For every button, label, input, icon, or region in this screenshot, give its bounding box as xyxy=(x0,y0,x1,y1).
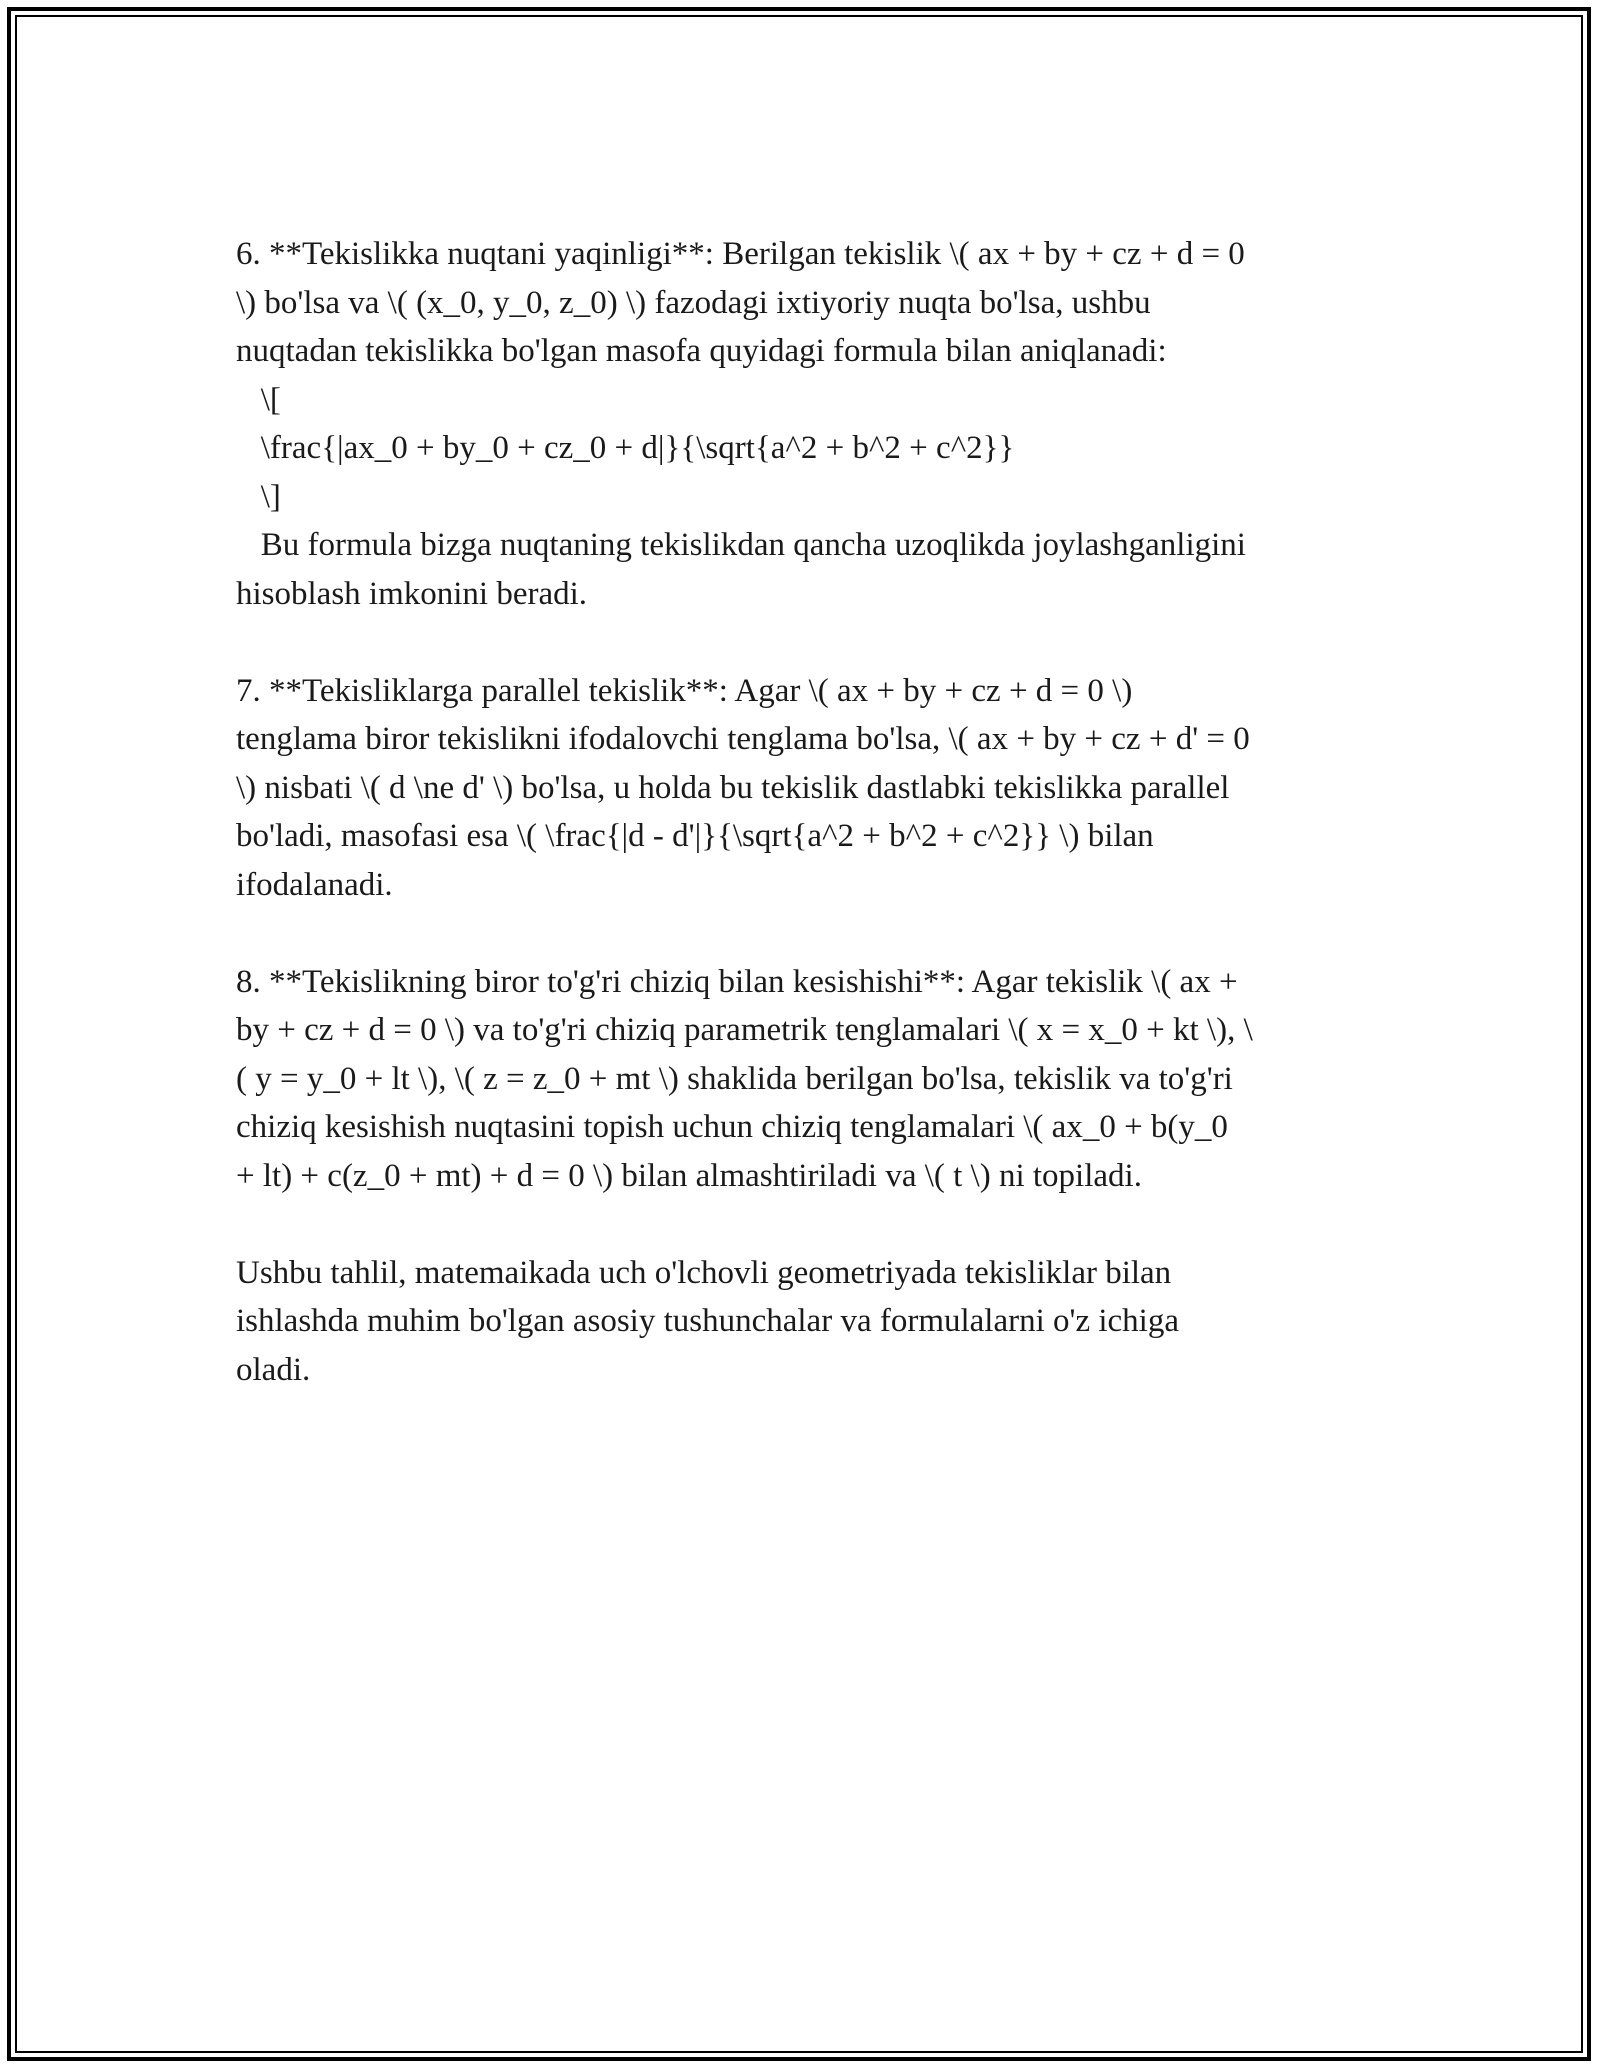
text-line: Bu formula bizga nuqtaning tekislikdan qancha uzoqlikda joylashganligini xyxy=(236,527,1246,563)
item-6-point-to-plane-distance xyxy=(236,230,1366,618)
text-line: ishlashda muhim bo'lgan asosiy tushunchalar va formulalarni o'z ichiga xyxy=(236,1303,1179,1339)
text-line: ( y = y_0 + lt \), \( z = z_0 + mt \) shaklida berilgan bo'lsa, tekislik va to'g'ri xyxy=(236,1060,1233,1097)
formula-open-line: \[ xyxy=(236,381,281,418)
text-line: bo'ladi, masofasi esa \( \frac{|d - d'|}{\sqrt{a^2 + b^2 + c^2}} \) bilan xyxy=(236,818,1154,854)
paragraph-gap xyxy=(236,909,1366,958)
formula-line: \frac{|ax_0 + by_0 + cz_0 + d|}{\sqrt{a^2 + b^2 + c^2}} xyxy=(236,430,1015,466)
text-line: ifodalanadi. xyxy=(236,866,393,903)
text-line: by + cz + d = 0 \) va to'g'ri chiziq parametrik tenglamalari \( x = x_0 + kt \), \ xyxy=(236,1012,1253,1048)
paragraph-gap xyxy=(236,1200,1366,1249)
text-line: 6. **Tekislikka nuqtani yaqinligi**: Berilgan tekislik \( ax + by + cz + d = 0 xyxy=(236,236,1245,272)
text-line: \) nisbati \( d \ne d' \) bo'lsa, u holda bu tekislik dastlabki tekislikka parallel xyxy=(236,769,1230,806)
document-body xyxy=(236,230,1366,1394)
text-line: \) bo'lsa va \( (x_0, y_0, z_0) \) fazodagi ixtiyoriy nuqta bo'lsa, ushbu xyxy=(236,284,1151,321)
text-line: + lt) + c(z_0 + mt) + d = 0 \) bilan almashtiriladi va \( t \) ni topiladi. xyxy=(236,1157,1142,1194)
paragraph-gap xyxy=(236,618,1366,667)
summary-paragraph xyxy=(236,1249,1366,1395)
text-line: chiziq kesishish nuqtasini topish uchun chiziq tenglamalari \( ax_0 + b(y_0 xyxy=(236,1109,1228,1145)
item-7-parallel-plane xyxy=(236,667,1366,910)
text-line: hisoblash imkonini beradi. xyxy=(236,575,588,612)
text-line: Ushbu tahlil, matemaikada uch o'lchovli geometriyada tekisliklar bilan xyxy=(236,1254,1172,1291)
item-8-plane-line-intersection xyxy=(236,958,1366,1201)
text-line: nuqtadan tekislikka bo'lgan masofa quyidagi formula bilan aniqlanadi: xyxy=(236,333,1167,369)
text-line: 8. **Tekislikning biror to'g'ri chiziq bilan kesishishi**: Agar tekislik \( ax + xyxy=(236,963,1238,1000)
text-line: oladi. xyxy=(236,1351,311,1388)
formula-close-line: \] xyxy=(236,478,281,515)
text-line: 7. **Tekisliklarga parallel tekislik**: Agar \( ax + by + cz + d = 0 \) xyxy=(236,672,1133,709)
text-line: tenglama biror tekislikni ifodalovchi tenglama bo'lsa, \( ax + by + cz + d' = 0 xyxy=(236,721,1250,757)
